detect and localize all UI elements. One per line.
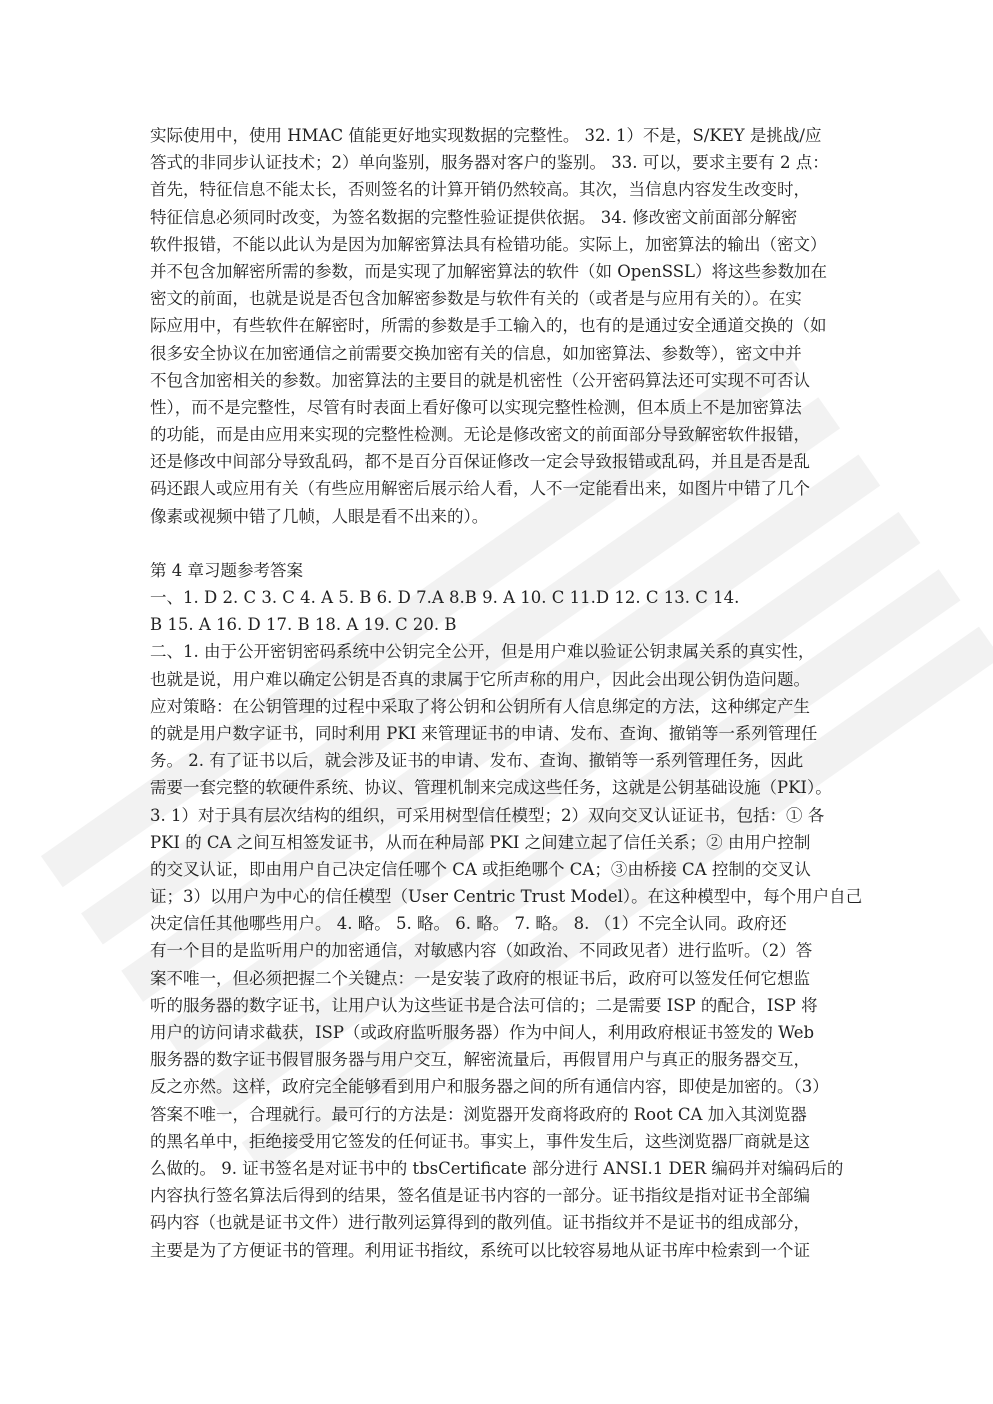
text-line: 软件报错，不能以此认为是因为加解密算法具有检错功能。实际上，加密算法的输出（密文）	[150, 234, 827, 254]
text-line: 还是修改中间部分导致乱码，都不是百分百保证修改一定会导致报错或乱码，并且是否是乱	[150, 452, 810, 472]
section-gap	[150, 530, 846, 557]
text-line: 答式的非同步认证技术；2）单向鉴别，服务器对客户的鉴别。 33. 可以，要求主要有 2 点：	[150, 153, 829, 173]
text-line: 码还跟人或应用有关（有些应用解密后展示给人看，人不一定能看出来，如图片中错了几个	[150, 479, 810, 499]
text-line: B 15. A 16. D 17. B 18. A 19. C 20. B	[150, 615, 457, 635]
text-line: 服务器的数字证书假冒服务器与用户交互，解密流量后，再假冒用户与真正的服务器交互，	[150, 1050, 810, 1070]
text-line: 务。 2. 有了证书以后，就会涉及证书的申请、发布、查询、撤销等一系列管理任务，因此	[150, 751, 804, 771]
text-line: 首先，特征信息不能太长，否则签名的计算开销仍然较高。其次，当信息内容发生改变时，	[150, 180, 810, 200]
text-line: 二、1. 由于公开密钥密码系统中公钥完全公开，但是用户难以验证公钥隶属关系的真实性，	[150, 642, 815, 662]
text-line: 内容执行签名算法后得到的结果，签名值是证书内容的一部分。证书指纹是指对证书全部编	[150, 1186, 810, 1206]
text-line: 的功能，而是由应用来实现的完整性检测。无论是修改密文的前面部分导致解密软件报错，	[150, 425, 810, 445]
text-line: 案不唯一，但必须把握二个关键点：一是安装了政府的根证书后，政府可以签发任何它想监	[150, 968, 810, 988]
text-line: 不包含加密相关的参数。加密算法的主要目的就是机密性（公开密码算法还可实现不可否认	[150, 370, 810, 390]
text-line: 的交叉认证，即由用户自己决定信任哪个 CA 或拒绝哪个 CA；③由桥接 CA 控制的交叉认	[150, 859, 811, 879]
text-line: 一、1. D 2. C 3. C 4. A 5. B 6. D 7.A 8.B 9. A 10. C 11.D 12. C 13. C 14.	[150, 588, 740, 607]
text-line: 答案不唯一，合理就行。最可行的方法是：浏览器开发商将政府的 Root CA 加入其浏览器	[150, 1104, 807, 1124]
text-line: 性），而不是完整性，尽管有时表面上看好像可以实现完整性检测，但本质上不是加密算法	[150, 397, 802, 417]
chapter-heading: 第 4 章习题参考答案	[150, 560, 303, 580]
text-line: 际应用中，有些软件在解密时，所需的参数是手工输入的，也有的是通过安全通道交换的（如	[150, 316, 827, 336]
text-line: 也就是说，用户难以确定公钥是否真的隶属于它所声称的用户，因此会出现公钥伪造问题。	[150, 669, 810, 689]
text-line: 应对策略：在公钥管理的过程中采取了将公钥和公钥所有人信息绑定的方法，这种绑定产生	[150, 696, 810, 716]
text-line: 实际使用中，使用 HMAC 值能更好地实现数据的完整性。 32. 1）不是，S/KEY 是挑战/应	[150, 126, 822, 145]
text-line: 证；3）以用户为中心的信任模型（User Centric Trust Model）。在这种模型中，每个用户自己	[150, 887, 863, 907]
text-line: 3. 1）对于具有层次结构的组织，可采用树型信任模型；2）双向交叉认证证书，包括：① 各	[150, 805, 825, 825]
answer-block-chapter4	[150, 557, 863, 1264]
text-line: 的就是用户数字证书，同时利用 PKI 来管理证书的申请、发布、查询、撤销等一系列管理任	[150, 723, 818, 743]
text-line: 很多安全协议在加密通信之前需要交换加密有关的信息，如加密算法、参数等），密文中并	[150, 343, 802, 363]
text-line: 有一个目的是监听用户的加密通信，对敏感内容（如政治、不同政见者）进行监听。（2）答	[150, 941, 813, 961]
text-line: 并不包含加解密所需的参数，而是实现了加解密算法的软件（如 OpenSSL）将这些参数加在	[150, 261, 827, 281]
text-line: 码内容（也就是证书文件）进行散列运算得到的散列值。证书指纹并不是证书的组成部分，	[150, 1213, 810, 1233]
text-line: 的黑名单中，拒绝接受用它签发的任何证书。事实上，事件发生后，这些浏览器厂商就是这	[150, 1131, 810, 1151]
answer-block-chapter3	[150, 122, 846, 530]
text-line: 像素或视频中错了几帧，人眼是看不出来的）。	[150, 506, 489, 526]
text-line: PKI 的 CA 之间互相签发证书，从而在种局部 PKI 之间建立起了信任关系；② 由用户控制	[150, 832, 811, 852]
text-line: 密文的前面，也就是说是否包含加解密参数是与软件有关的（或者是与应用有关的）。在实	[150, 289, 802, 309]
text-line: 听的服务器的数字证书，让用户认为这些证书是合法可信的；二是需要 ISP 的配合，ISP 将	[150, 995, 818, 1015]
text-line: 需要一套完整的软硬件系统、协议、管理机制来完成这些任务，这就是公钥基础设施（PKI）。	[150, 778, 832, 798]
text-line: 么做的。 9. 证书签名是对证书中的 tbsCertificate 部分进行 ANSI.1 DER 编码并对编码后的	[150, 1158, 844, 1178]
text-line: 用户的访问请求截获，ISP（或政府监听服务器）作为中间人，利用政府根证书签发的 Web	[150, 1023, 815, 1042]
document-page	[150, 122, 863, 1264]
text-line: 特征信息必须同时改变，为签名数据的完整性验证提供依据。 34. 修改密文前面部分解密	[150, 207, 798, 227]
text-line: 反之亦然。这样，政府完全能够看到用户和服务器之间的所有通信内容，即使是加密的。（3）	[150, 1077, 829, 1097]
text-line: 主要是为了方便证书的管理。利用证书指纹，系统可以比较容易地从证书库中检索到一个证	[150, 1240, 810, 1260]
text-line: 决定信任其他哪些用户。 4. 略。 5. 略。 6. 略。 7. 略。 8. （1）不完全认同。政府还	[150, 914, 787, 934]
